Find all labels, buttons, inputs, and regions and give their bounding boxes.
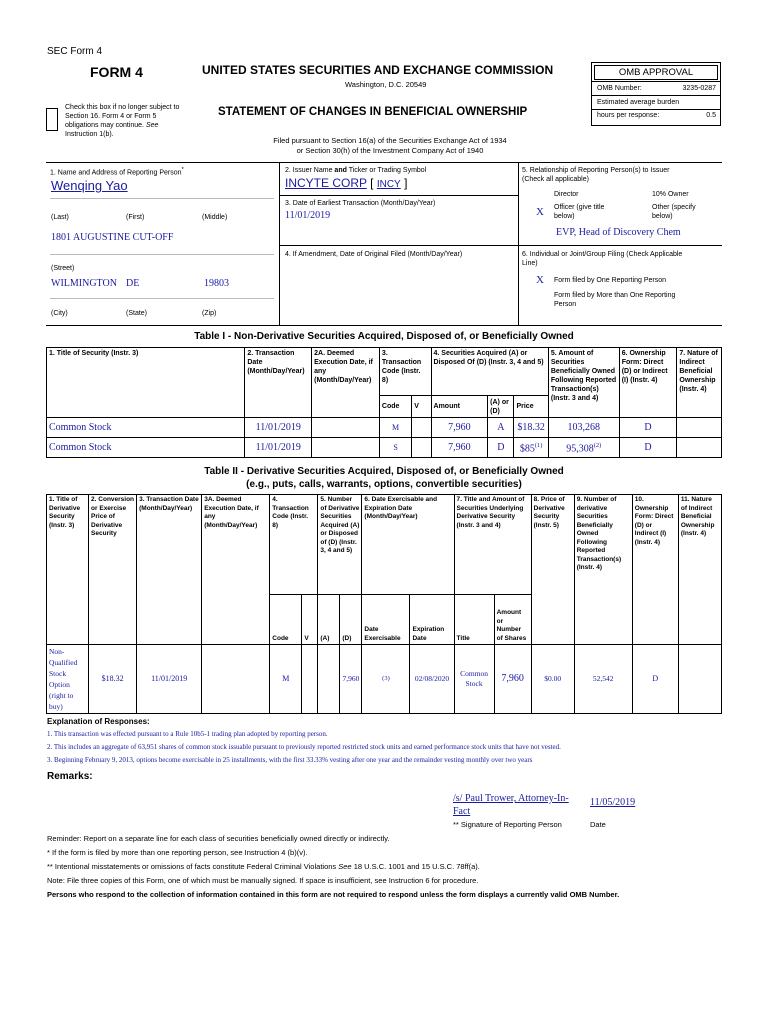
copies-note: Note: File three copies of this Form, one of which must be manually signed. If space is insufficient, see Instruction 6 for procedure.	[47, 876, 479, 885]
date-label: Date	[590, 820, 606, 829]
reporting-person-name[interactable]: Wenqing Yao	[51, 178, 128, 193]
box5-label: 5. Relationship of Reporting Person(s) to Issuer (Check all applicable)	[522, 167, 670, 183]
omb-hours-value: 0.5	[706, 112, 716, 119]
t1-header-form: 6. Ownership Form: Direct (D) or Indirect (I) (Instr. 4)	[619, 348, 677, 418]
middle-label: (Middle)	[202, 214, 228, 221]
no-longer-subject-checkbox[interactable]	[46, 108, 58, 131]
box1-label: 1. Name and Address of Reporting Person*	[50, 167, 184, 177]
one-person-label: Form filed by One Reporting Person	[554, 277, 667, 284]
table1-title: Table I - Non-Derivative Securities Acquired, Disposed of, or Beneficially Owned	[194, 331, 574, 342]
t1-sub-price: Price	[514, 396, 548, 418]
omb-number-value: 3235-0287	[682, 85, 716, 92]
t1-sub-code: Code	[379, 396, 411, 418]
footnote-3: 3. Beginning February 9, 2013, options become exercisable in 25 installments, with the first 33.33% vesting after one year and the remainder vesting monthly over two years	[47, 756, 533, 764]
t1-header-title: 1. Title of Security (Instr. 3)	[47, 348, 245, 418]
zip-value: 19803	[204, 278, 229, 289]
reminder-text: Reminder: Report on a separate line for each class of securities beneficially owned directly or indirectly.	[47, 834, 390, 843]
box2-label: 2. Issuer Name and Ticker or Trading Symbol	[285, 167, 427, 174]
star-note: * If the form is filed by more than one reporting person, see Instruction 4 (b)(v).	[47, 848, 308, 857]
sec-form-label: SEC Form 4	[47, 46, 103, 57]
box4-label: 4. If Amendment, Date of Original Filed (Month/Day/Year)	[285, 251, 463, 258]
officer-title: EVP, Head of Discovery Chem	[556, 227, 681, 238]
table-row: Common Stock 11/01/2019 M 7,960 A $18.32 103,268 D	[47, 418, 722, 438]
t2-header-number: 5. Number of Derivative Securities Acquired (A) or Disposed of (D) (Instr. 3, 4 and 5)	[318, 495, 362, 595]
t1-header-date: 2. Transaction Date (Month/Day/Year)	[245, 348, 312, 418]
explanation-heading: Explanation of Responses:	[47, 717, 150, 726]
first-label: (First)	[126, 214, 145, 221]
omb-persons-note: Persons who respond to the collection of information contained in this form are not required to respond unless the form displays a currently valid OMB Number.	[47, 890, 620, 899]
t2-header-owned: 9. Number of derivative Securities Beneficially Owned Following Reported Transaction(s) (Instr. 4)	[574, 495, 632, 645]
t2-header-code: 4. Transaction Code (Instr. 8)	[270, 495, 318, 595]
t1-header-securities: 4. Securities Acquired (A) or Disposed Of (D) (Instr. 3, 4 and 5)	[431, 348, 548, 396]
t2-header-title: 1. Title of Derivative Security (Instr. 3)	[47, 495, 89, 645]
more-persons-label: Form filed by More than One Reporting Person	[554, 292, 676, 308]
issuer-line: INCYTE CORP [ INCY ]	[285, 176, 408, 190]
table2: 1. Title of Derivative Security (Instr. 3) 2. Conversion or Exercise Price of Derivative Security 3. Transaction Date (Month/Day/Year) 3A. Deemed Execution Date, if any (Month/Day/Year) 4. Transaction Code (Instr. 8) 5. Number of Derivative Securities Acquired (A) or Disposed of (D) (Instr. 3, 4 and 5) 6. Date Exercisable and Expiration Date (Month/Day/Year) 7. Title and Amount of Securities Underlying Derivative Security (Instr. 3 and 4) 8. Price of Derivative Security (Instr. 5) 9. Number of derivative Securities Beneficially Owned Following Reported Transaction(s) (Instr. 4) 10. Ownership Form: Direct (D) or Indirect (I) (Instr. 4) 11. Nature of Indirect Beneficial Ownership (Instr. 4) Code V (A) (D) Date Exercisable Expiration Date Title Amount or Number of Shares Non-Qualified Stock Option (right to buy) $18.32 11/01/2019 M 7,960 (3) 02/08/2020 Common Stock 7,960 $0.00 52,542 D	[46, 494, 722, 714]
t2-header-nature: 11. Nature of Indirect Beneficial Ownership (Instr. 4)	[678, 495, 721, 645]
omb-title: OMB APPROVAL	[594, 65, 718, 80]
state-label: (State)	[126, 310, 148, 317]
other-label: Other (specify below)	[652, 204, 696, 220]
t2-header-date: 3. Transaction Date (Month/Day/Year)	[137, 495, 202, 645]
one-person-check-mark: X	[536, 274, 544, 286]
box6-label: 6. Individual or Joint/Group Filing (Check Applicable Line)	[522, 251, 683, 267]
table2-title: Table II - Derivative Securities Acquired, Disposed of, or Beneficially Owned (e.g., puts, calls, warrants, options, convertible securities)	[204, 466, 564, 490]
checkbox-note: Check this box if no longer subject to Section 16. Form 4 or Form 5 obligations may continue. See Instruction 1(b).	[65, 104, 180, 138]
t1-header-owned: 5. Amount of Securities Beneficially Owned Following Reported Transaction(s) (Instr. 3 and 4)	[548, 348, 619, 418]
t2-header-underlying: 7. Title and Amount of Securities Underlying Derivative Security (Instr. 3 and 4)	[454, 495, 531, 595]
reporting-address: 1801 AUGUSTINE CUT-OFF	[51, 232, 174, 243]
t1-header-nature: 7. Nature of Indirect Beneficial Ownership (Instr. 4)	[677, 348, 722, 418]
price-cell: $85$^{(1)}$	[514, 438, 548, 458]
statement-title: STATEMENT OF CHANGES IN BENEFICIAL OWNERSHIP	[218, 106, 528, 118]
ticker-link[interactable]: INCY	[376, 179, 401, 190]
t1-header-deemed: 2A. Deemed Execution Date, if any (Month/Day/Year)	[312, 348, 380, 418]
omb-number-label: OMB Number:	[597, 85, 642, 92]
street-label: (Street)	[51, 265, 75, 272]
t2-header-price: 8. Price of Derivative Security (Instr. 5)	[531, 495, 574, 645]
issuer-name-link[interactable]: INCYTE CORP	[285, 176, 367, 190]
footnote-2: 2. This includes an aggregate of 63,951 shares of common stock issuable pursuant to previously reported restricted stock units and earned performance stock units that have not vested.	[47, 743, 561, 751]
t1-sub-aord: (A) or (D)	[488, 396, 514, 418]
form-title: FORM 4	[90, 64, 143, 80]
remarks-heading: Remarks:	[47, 771, 93, 782]
box3-label: 3. Date of Earliest Transaction (Month/Day/Year)	[285, 200, 436, 207]
state-value: DE	[126, 278, 140, 289]
signature-date: 11/05/2019	[590, 797, 636, 808]
table-row: Non-Qualified Stock Option (right to buy) $18.32 11/01/2019 M 7,960 (3) 02/08/2020 Common Stock 7,960 $0.00 52,542 D	[47, 645, 722, 714]
city-label: (City)	[51, 310, 68, 317]
omb-burden-label: Estimated average burden	[597, 99, 680, 106]
footnote-1: 1. This transaction was effected pursuant to a Rule 10b5-1 trading plan adopted by reporting person.	[47, 730, 328, 738]
officer-check-mark: X	[536, 206, 544, 218]
zip-label: (Zip)	[202, 310, 217, 317]
t2-header-conversion: 2. Conversion or Exercise Price of Derivative Security	[89, 495, 137, 645]
director-label: Director	[554, 191, 579, 198]
city-value: WILMINGTON	[51, 278, 117, 289]
ten-percent-owner-label: 10% Owner	[652, 191, 689, 198]
t2-header-deemed: 3A. Deemed Execution Date, if any (Month/Day/Year)	[202, 495, 270, 645]
filed-pursuant: Filed pursuant to Section 16(a) of the Securities Exchange Act of 1934 or Section 30(h) of the Investment Company Act of 1940	[273, 136, 507, 155]
t1-header-code: 3. Transaction Code (Instr. 8)	[379, 348, 431, 396]
owned-cell: 95,308$^{(2)}$	[548, 438, 619, 458]
commission-location: Washington, D.C. 20549	[345, 80, 427, 89]
t1-sub-amount: Amount	[431, 396, 488, 418]
officer-label: Officer (give title below)	[554, 204, 605, 220]
table1	[46, 347, 722, 458]
earliest-transaction-date: 11/01/2019	[285, 210, 331, 221]
signature-label: ** Signature of Reporting Person	[453, 820, 562, 829]
t1-sub-v: V	[412, 396, 431, 418]
commission-title: UNITED STATES SECURITIES AND EXCHANGE COMMISSION	[202, 63, 554, 77]
table-row: Common Stock 11/01/2019 S 7,960 D $85$^{(1)}$ 95,308$^{(2)}$ D	[47, 438, 722, 458]
last-label: (Last)	[51, 214, 69, 221]
criminal-violations-note: ** Intentional misstatements or omissions of facts constitute Federal Criminal Violations See 18 U.S.C. 1001 and 15 U.S.C. 78ff(a).	[47, 862, 480, 871]
omb-hours-label: hours per response:	[597, 112, 660, 119]
signature: /s/ Paul Trower, Attorney-In- Fact	[453, 793, 569, 817]
t2-header-exercisable: 6. Date Exercisable and Expiration Date (Month/Day/Year)	[362, 495, 454, 595]
t2-header-form: 10. Ownership Form: Direct (D) or Indirect (I) (Instr. 4)	[632, 495, 678, 645]
omb-approval-box	[591, 62, 721, 126]
